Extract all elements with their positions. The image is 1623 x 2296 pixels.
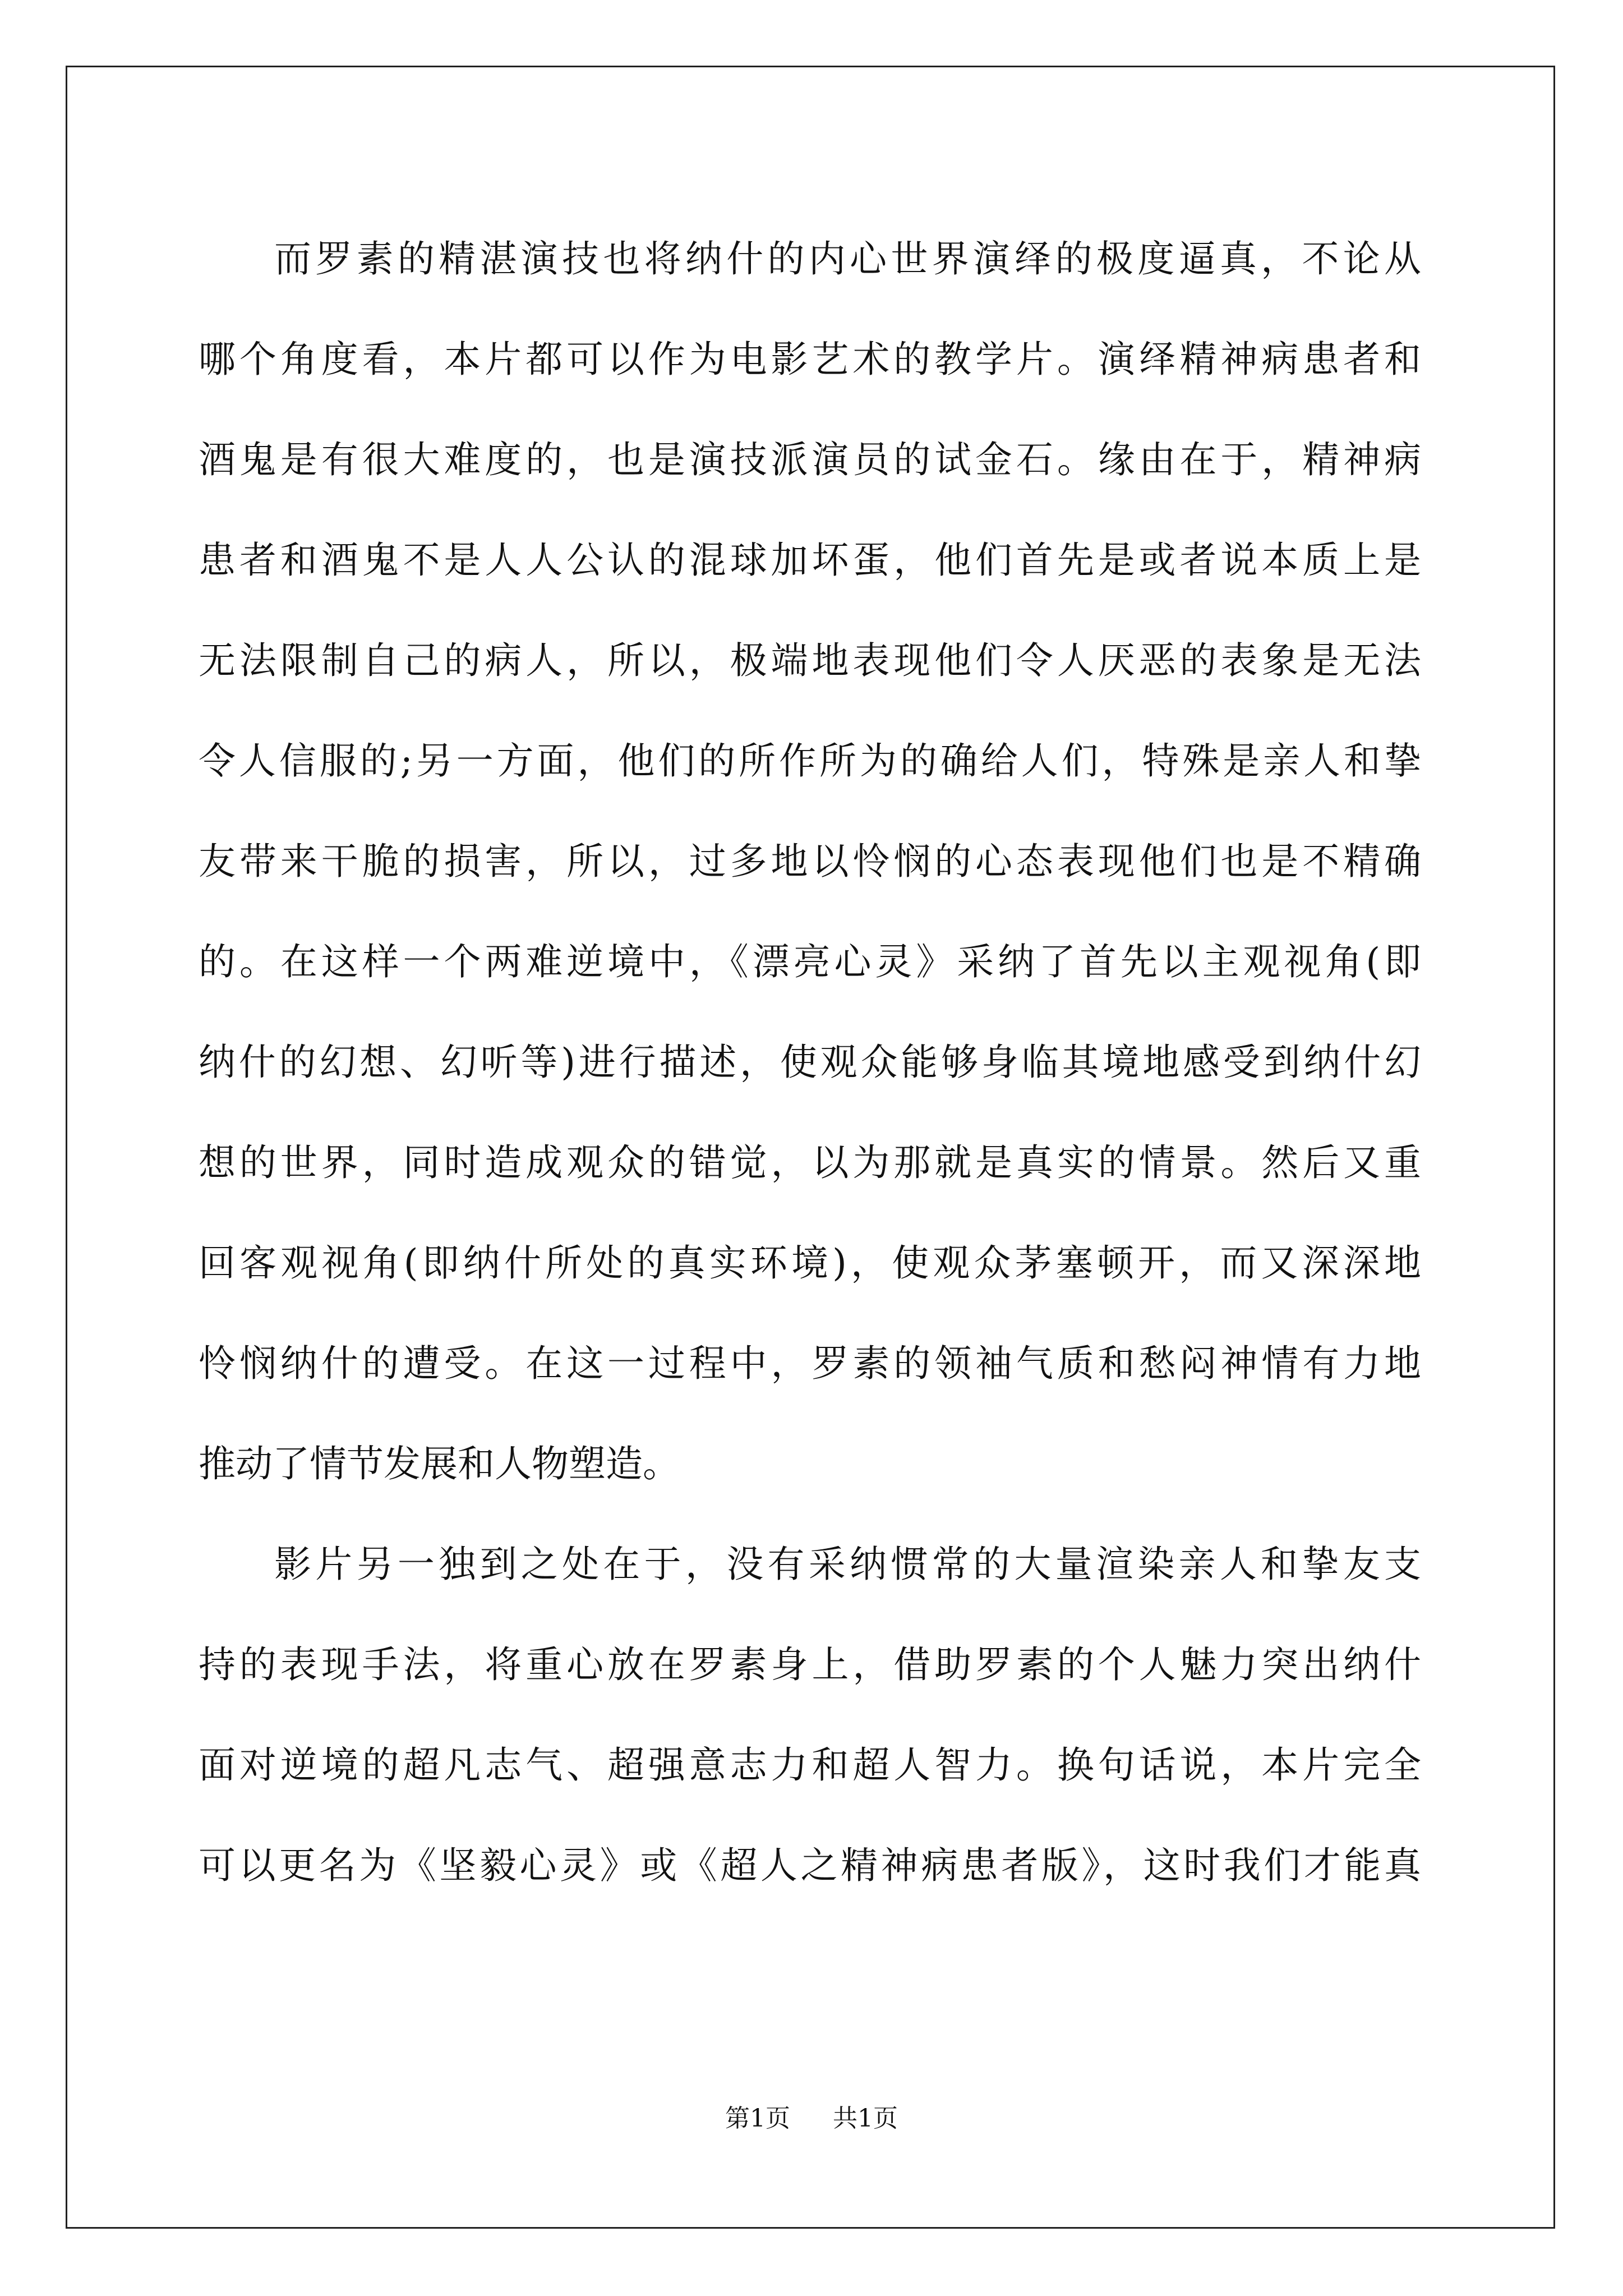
text-line: 持的表现手法，将重心放在罗素身上，借助罗素的个人魅力突出纳什 [199, 1643, 1421, 1686]
text-line: 纳什的幻想、幻听等)进行描述，使观众能够身临其境地感受到纳什幻 [199, 1041, 1421, 1084]
text-line: 而罗素的精湛演技也将纳什的内心世界演绎的极度逼真，不论从 [274, 237, 1421, 280]
page-footer [0, 2102, 1623, 2136]
text-line: 可以更名为《坚毅心灵》或《超人之精神病患者版》，这时我们才能真 [199, 1844, 1421, 1887]
text-line: 哪个角度看，本片都可以作为电影艺术的教学片。演绎精神病患者和 [199, 338, 1421, 381]
text-line: 推动了情节发展和人物塑造。 [199, 1442, 680, 1485]
text-line: 怜悯纳什的遭受。在这一过程中，罗素的领袖气质和愁闷神情有力地 [199, 1342, 1421, 1385]
text-line: 患者和酒鬼不是人人公认的混球加坏蛋，他们首先是或者说本质上是 [199, 539, 1421, 582]
text-line: 酒鬼是有很大难度的，也是演技派演员的试金石。缘由在于，精神病 [199, 438, 1421, 481]
text-line: 友带来干脆的损害，所以，过多地以怜悯的心态表现他们也是不精确 [199, 840, 1421, 883]
text-line: 的。在这样一个两难逆境中，《漂亮心灵》采纳了首先以主观视角(即 [199, 940, 1421, 983]
text-line: 令人信服的;另一方面，他们的所作所为的确给人们，特殊是亲人和挚 [199, 739, 1421, 783]
text-line: 无法限制自己的病人，所以，极端地表现他们令人厌恶的表象是无法 [199, 639, 1421, 682]
text-line: 想的世界，同时造成观众的错觉，以为那就是真实的情景。然后又重 [199, 1141, 1421, 1184]
document-body [199, 209, 1421, 1916]
text-line: 面对逆境的超凡志气、超强意志力和超人智力。换句话说，本片完全 [199, 1743, 1421, 1787]
paragraph-1 [199, 209, 1421, 1514]
page-number-total: 共1页 [833, 2104, 898, 2133]
page-number-current: 第1页 [725, 2104, 790, 2133]
text-line: 影片另一独到之处在于，没有采纳惯常的大量渲染亲人和挚友支 [274, 1543, 1421, 1586]
text-line: 回客观视角(即纳什所处的真实环境)，使观众茅塞顿开，而又深深地 [199, 1241, 1421, 1285]
paragraph-2 [199, 1514, 1421, 1916]
